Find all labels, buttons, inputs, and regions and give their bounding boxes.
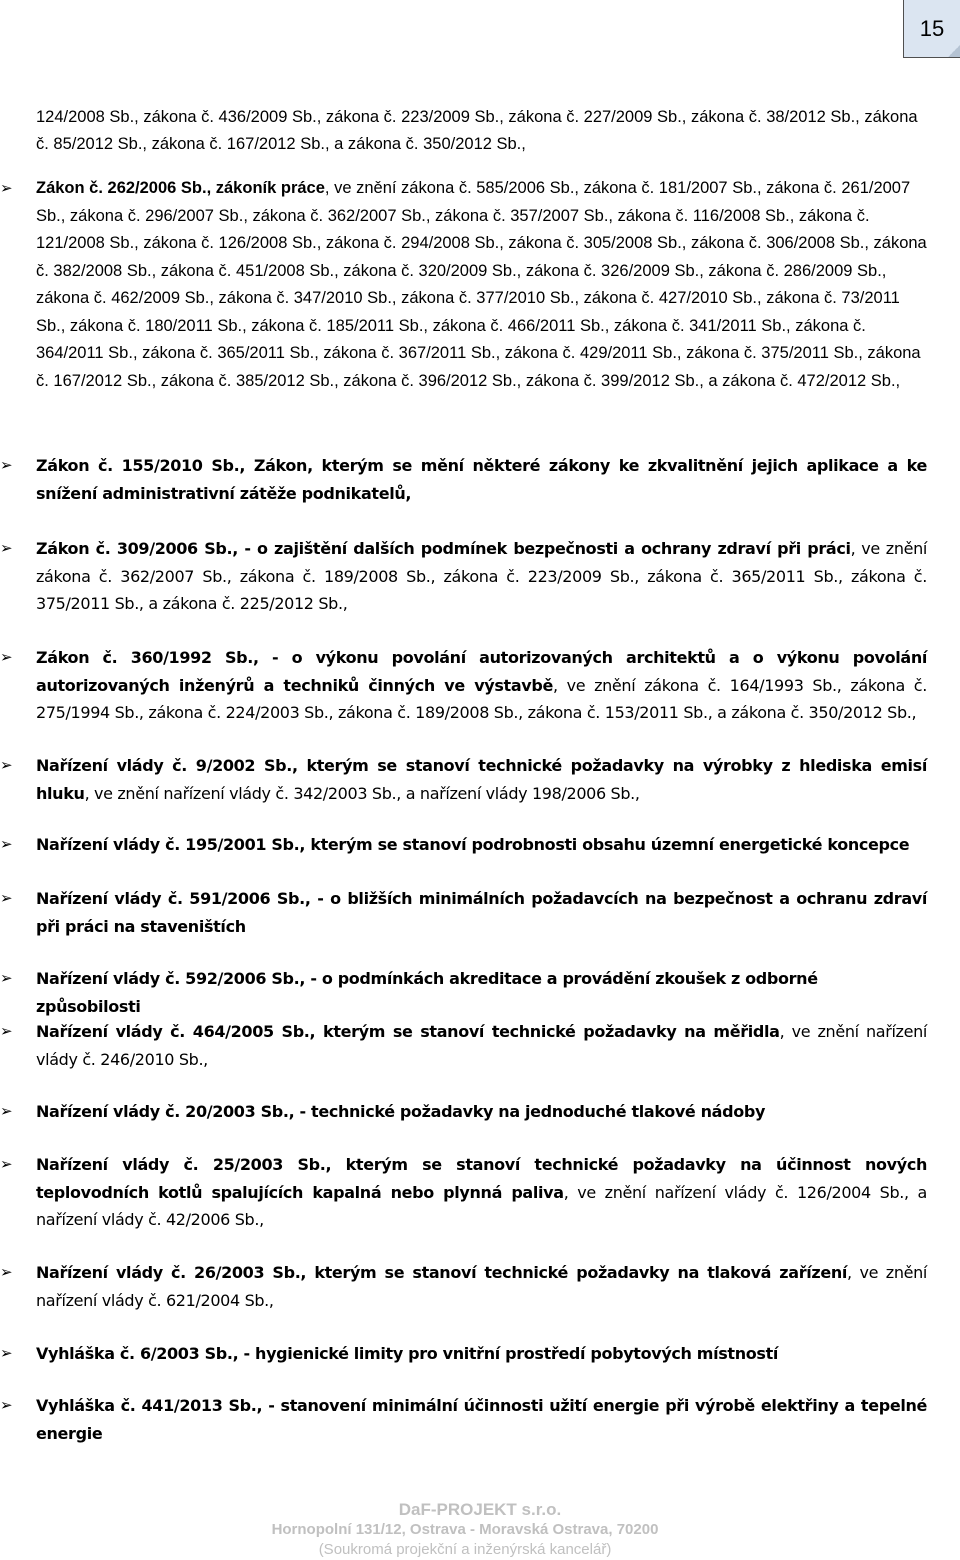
list-item-text xyxy=(36,535,927,618)
law-title: Vyhláška č. 6/2003 Sb., - hygienické limity pro vnitřní prostředí pobytových místností xyxy=(36,1344,779,1363)
footer-address: Hornopolní 131/12, Ostrava - Moravská Ostrava, 70200 xyxy=(271,1521,659,1538)
page-corner-fold xyxy=(948,45,960,57)
law-title: Nařízení vlády č. 195/2001 Sb., kterým se stanoví podrobnosti obsahu územní energetické koncepce xyxy=(36,835,910,854)
list-item-text xyxy=(36,1098,927,1126)
list-item-text xyxy=(36,1259,927,1314)
list-item-text xyxy=(36,1018,927,1073)
arrow-bullet-icon: ➢ xyxy=(0,1396,13,1414)
law-title: Nařízení vlády č. 464/2005 Sb., kterým se stanoví technické požadavky na měřidla xyxy=(36,1022,780,1041)
page-number: 15 xyxy=(919,15,945,41)
law-title: Nařízení vlády č. 592/2006 Sb., - o podmínkách akreditace a provádění zkoušek z odborné způsobilosti xyxy=(36,969,818,1016)
law-title: Nařízení vlády č. 26/2003 Sb., kterým se stanoví technické požadavky na tlaková zařízení xyxy=(36,1263,848,1282)
list-item-text xyxy=(36,885,927,940)
footer-note: (Soukromá projekční a inženýrská kancelář) xyxy=(318,1541,612,1558)
law-title: Nařízení vlády č. 9/2002 Sb., kterým se stanoví technické požadavky na výrobky z hlediska emisí hluku xyxy=(36,756,927,803)
list-item-text xyxy=(36,175,927,395)
law-title: Zákon č. 360/1992 Sb., - o výkonu povolání autorizovaných architektů a o výkonu povolání autorizovaných inženýrů a techniků činných ve výstavbě xyxy=(36,648,927,695)
arrow-bullet-icon: ➢ xyxy=(0,1102,13,1120)
arrow-bullet-icon: ➢ xyxy=(0,648,13,666)
amendments: , ve znění zákona č. 164/1993 Sb., zákona č. 275/1994 Sb., zákona č. 224/2003 Sb., zákona č. 189/2008 Sb., zákona č. 153/2011 Sb., a zákona č. 350/2012 Sb., xyxy=(36,675,927,722)
list-item-text xyxy=(36,1340,927,1368)
law-title: Nařízení vlády č. 20/2003 Sb., - technické požadavky na jednoduché tlakové nádoby xyxy=(36,1102,766,1121)
amendments: , ve znění nařízení vlády č. 621/2004 Sb., xyxy=(36,1263,927,1310)
arrow-bullet-icon: ➢ xyxy=(0,1263,13,1281)
arrow-bullet-icon: ➢ xyxy=(0,1155,13,1173)
amendments: , ve znění nařízení vlády č. 342/2003 Sb., a nařízení vlády 198/2006 Sb., xyxy=(84,783,640,803)
arrow-bullet-icon: ➢ xyxy=(0,179,13,197)
law-title: Vyhláška č. 441/2013 Sb., - stanovení minimální účinnosti užití energie při výrobě elektřiny a tepelné energie xyxy=(36,1396,927,1443)
law-title: Nařízení vlády č. 591/2006 Sb., - o bližších minimálních požadavcích na bezpečnost a ochranu zdraví při práci na staveništích xyxy=(36,889,927,936)
amendments: , ve znění nařízení vlády č. 126/2004 Sb., a nařízení vlády č. 42/2006 Sb., xyxy=(36,1182,927,1229)
law-title: Nařízení vlády č. 25/2003 Sb., kterým se stanoví technické požadavky na účinnost nových teplovodních kotlů spalujících kapalná nebo plynná paliva xyxy=(36,1155,927,1202)
continuation-paragraph: 124/2008 Sb., zákona č. 436/2009 Sb., zákona č. 223/2009 Sb., zákona č. 227/2009 Sb., zákona č. 38/2012 Sb., zákona č. 85/2012 Sb., zákona č. 167/2012 Sb., a zákona č. 350/2012 Sb., xyxy=(36,108,918,153)
arrow-bullet-icon: ➢ xyxy=(0,756,13,774)
arrow-bullet-icon: ➢ xyxy=(0,889,13,907)
amendments: , ve znění nařízení vlády č. 246/2010 Sb., xyxy=(36,1022,927,1069)
list-item-text xyxy=(36,644,927,727)
law-title: Zákon č. 262/2006 Sb., zákoník práce xyxy=(36,179,325,197)
list-item-text xyxy=(36,752,927,807)
list-item-text xyxy=(36,1392,927,1447)
list-item-text xyxy=(36,1151,927,1234)
list-item-text xyxy=(36,831,927,859)
footer-company: DaF-PROJEKT s.r.o. xyxy=(398,1500,562,1519)
law-title: Zákon č. 155/2010 Sb., Zákon, kterým se mění některé zákony ke zkvalitnění jejich aplikace a ke snížení administrativní zátěže podnikatelů, xyxy=(36,456,927,503)
list-item-text xyxy=(36,452,927,507)
arrow-bullet-icon: ➢ xyxy=(0,969,13,987)
arrow-bullet-icon: ➢ xyxy=(0,835,13,853)
arrow-bullet-icon: ➢ xyxy=(0,1344,13,1362)
amendments: , ve znění zákona č. 362/2007 Sb., zákona č. 189/2008 Sb., zákona č. 223/2009 Sb., zákona č. 365/2011 Sb., zákona č. 375/2011 Sb., a zákona č. 225/2012 Sb., xyxy=(36,539,927,613)
arrow-bullet-icon: ➢ xyxy=(0,539,13,557)
arrow-bullet-icon: ➢ xyxy=(0,456,13,474)
arrow-bullet-icon: ➢ xyxy=(0,1022,13,1040)
law-title: Zákon č. 309/2006 Sb., - o zajištění dalších podmínek bezpečnosti a ochrany zdraví při práci xyxy=(36,539,851,558)
page-number-badge xyxy=(903,0,960,58)
list-item-text xyxy=(36,965,927,1020)
amendments: , ve znění zákona č. 585/2006 Sb., zákona č. 181/2007 Sb., zákona č. 261/2007 Sb., zákona č. 296/2007 Sb., zákona č. 362/2007 Sb., zákona č. 357/2007 Sb., zákona č. 116/2008 Sb., zákona č. 121/2008 Sb., zákona č. 126/2008 Sb., zákona č. 294/2008 Sb., zákona č. 305/2008 Sb., zákona č. 306/2008 Sb., zákona č. 382/2008 Sb., zákona č. 451/2008 Sb., zákona č. 320/2009 Sb., zákona č. 326/2009 Sb., zákona č. 286/2009 Sb., zákona č. 462/2009 Sb., zákona č. 347/2010 Sb., zákona č. 377/2010 Sb., zákona č. 427/2010 Sb., zákona č. 73/2011 Sb., zákona č. 180/2011 Sb., zákona č. 185/2011 Sb., zákona č. 466/2011 Sb., zákona č. 341/2011 Sb., zákona č. 364/2011 Sb., zákona č. 365/2011 Sb., zákona č. 367/2011 Sb., zákona č. 429/2011 Sb., zákona č. 375/2011 Sb., zákona č. 167/2012 Sb., zákona č. 385/2012 Sb., zákona č. 396/2012 Sb., zákona č. 399/2012 Sb., a zákona č. 472/2012 Sb., xyxy=(36,179,927,390)
